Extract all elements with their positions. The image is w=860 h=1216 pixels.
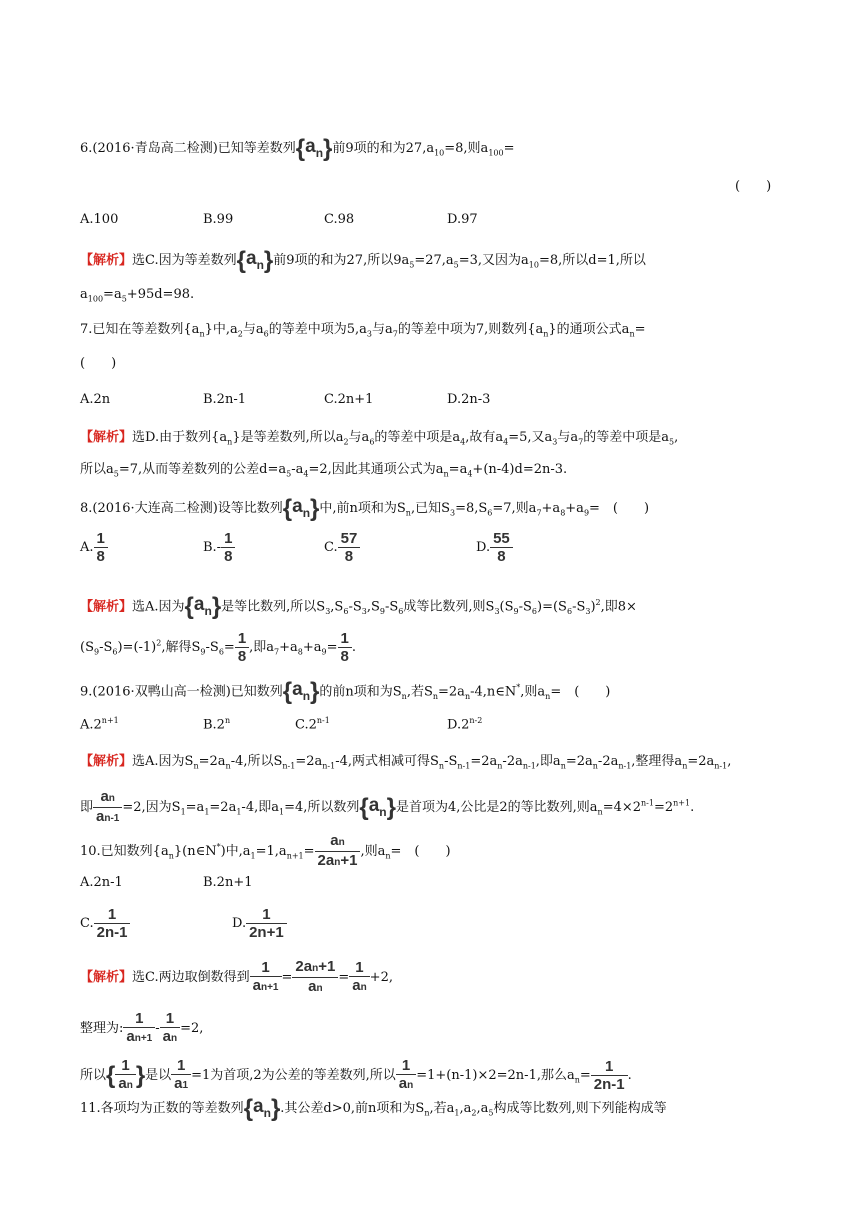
q6-stem: 6.(2016·青岛高二检测)已知等差数列{an}前9项的和为$27,a_{10}=8$,则$a_{100}=$ [80,135,515,162]
q7-answer-paren: ( ) [80,356,117,371]
q9-stem: 9.(2016·双鸭山高一检测)已知数列{an}的前n项和为$S_n$,若$S_n=2a_n-4,n\in N^*$,则$a_n=$ ( ) [80,678,611,706]
q10-option-a: A.2n-1 [80,875,123,890]
q7-option-a: A.2n [80,392,111,407]
q9-solution-line2: 即 $\frac{an}{an-1}$ =2,因为$S_1=a_1=2a_1-4$,即$a_1=4$,所以数列{an}是首项为4,公比是2的等比数列,则$a_n=4\times 2^{n-1}=2^{n+1}$. [80,788,695,825]
q11-stem: 11.各项均为正数的等差数列{an}.其公差d>0,前n项和为$S_n$,若$a_1,a_2,a_5$构成等比数列,则下列能构成等 [80,1095,667,1122]
q6-option-d: D.97 [447,212,478,227]
solution-tag: 【解析】 [80,430,133,445]
q8-option-a: A. $\frac{1}{8}$ [80,530,108,565]
q7-option-d: D.2n-3 [447,392,491,407]
q6-option-c: C.98 [324,212,355,227]
q8-option-c: C. $\frac{57}{8}$ [324,530,360,565]
q10-stem: 10.已知数列$\{a_n\}(n\in N^*)$中$,a_1=1,a_{n+1}=$ $\frac{an}{2an+1}$ ,则$a_n=$ ( ) [80,832,451,869]
q6-answer-paren: ( ) [735,179,772,194]
q10-solution-line3: 所以{ $\frac{1}{an}$ }是以 $\frac{1}{a1}$ =1为首项,2为公差的等差数列,所以 $\frac{1}{an}$ =1+(n-1)×2=2n-1,那么$a_n=$ $\frac{1}{2n-1}$ . [80,1057,632,1093]
solution-tag: 【解析】 [80,754,133,769]
q6-option-b: B.99 [203,212,234,227]
q9-option-b: B.2$^n$ [203,716,231,733]
q7-stem: 7.已知在等差数列$\{a_n\}$中$,a_2$与$a_6$的等差中项为$5,a_3$与$a_7$的等差中项为7,则数列$\{a_n\}$的通项公式$a_n=$ [80,322,646,339]
q6-solution-line1: 【解析】选C.因为等差数列{an}前9项的和为27,所以$9a_5=27,a_5=3$,又因为$a_{10}=8$,所以d=1,所以 [80,247,646,274]
q8-stem: 8.(2016·大连高二检测)设等比数列{an}中,前n项和为$S_n$,已知$S_3=8,S_6=7$,则$a_7+a_8+a_9=$ ( ) [80,495,650,522]
q10-option-c: C. $\frac{1}{2n-1}$ [80,906,130,941]
q10-option-b: B.2n+1 [203,875,253,890]
q7-option-c: C.2n+1 [324,392,374,407]
q10-solution-line2: 整理为: $\frac{1}{an+1}$ - $\frac{1}{an}$ =2, [80,1010,204,1045]
q9-option-d: D.2$^{n-2}$ [447,716,483,733]
q7-solution-line2: 所以$a_5=7$,从而等差数列的公差$d=a_5-a_4=2$,因此其通项公式为$a_n=a_4+(n-4)d=2n-3$. [80,462,568,479]
seq-an-braces: {an} [295,135,333,162]
q8-option-d: D. $\frac{55}{8}$ [476,530,513,565]
q6-solution-line2: $a_{100}=a_5+95d=98$. [80,287,195,304]
solution-tag: 【解析】 [80,253,133,268]
q9-option-a: $A.2^{n+1}$ [80,716,119,733]
q7-option-b: B.2n-1 [203,392,246,407]
q8-solution-line2: $(S_9-S_6)=(-1)^2$,解得$S_9-S_6=$ $\frac{1}{8}$ ,即$a_7+a_8+a_9=$ $\frac{1}{8}$ . [80,630,357,665]
q8-option-b: B.- $\frac{1}{8}$ [203,530,235,565]
solution-tag: 【解析】 [80,970,133,985]
q7-solution-line1: 【解析】选D.由于数列$\{a_n\}$是等差数列,所以$a_2$与$a_6$的等差中项是$a_4$,故有$a_4=5$,又$a_3$与$a_7$的等差中项是$a_5$, [80,430,679,447]
q10-solution-line1: 【解析】选C.两边取倒数得到 $\frac{1}{an+1}$ = $\frac{2an+1}{an}$ = $\frac{1}{an}$ +2, [80,958,393,995]
solution-tag: 【解析】 [80,599,133,615]
q8-solution-line1: 【解析】选A.因为{an}是等比数列,所以$S_3,S_6-S_3,S_9-S_6$成等比数列,则$S_3(S_9-S_6)=(S_6-S_3)^2$,即8× [80,593,637,621]
q9-solution-line1: 【解析】选A.因为$S_n=2a_n-4$,所以$S_{n-1}=2a_{n-1}-4$,两式相减可得$S_n-S_{n-1}=2a_n-2a_{n-1}$,即$a_n=2a_n-2a_{n-1}$,整理得$a_n=2a_{n-1}$, [80,754,732,771]
q10-option-d: D. $\frac{1}{2n+1}$ [232,906,287,941]
q6-option-a: A.100 [80,212,119,227]
q9-option-c: C.2$^{n-1}$ [295,716,330,733]
